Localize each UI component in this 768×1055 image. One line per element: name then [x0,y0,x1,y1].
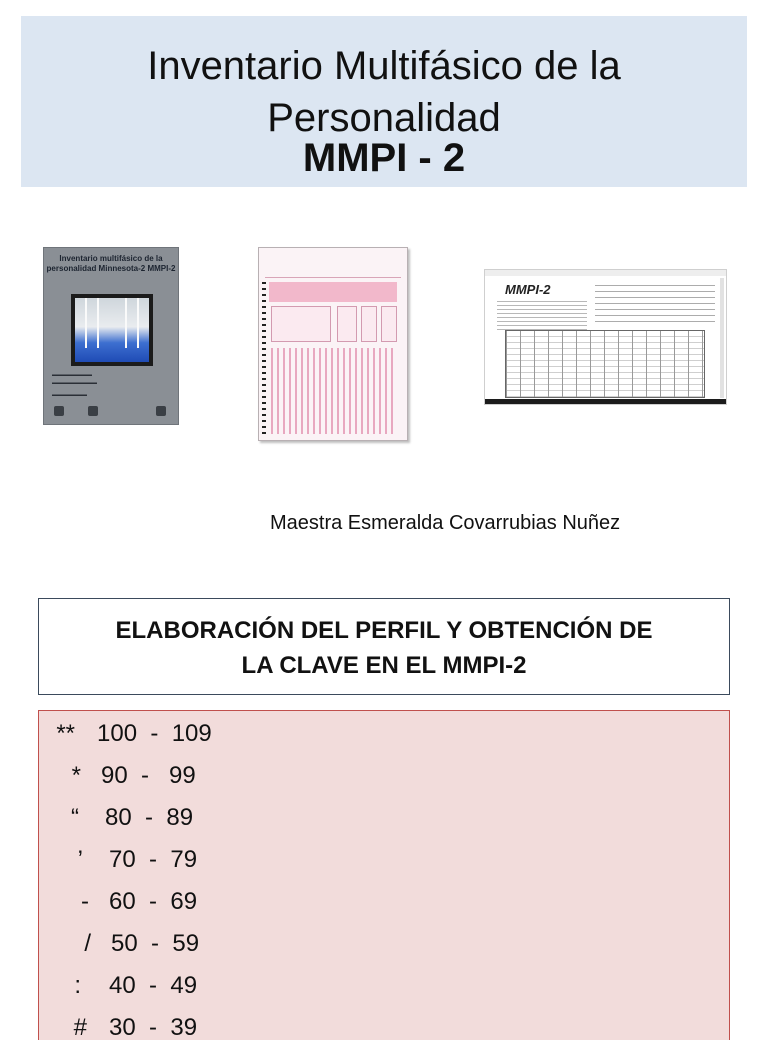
answer-sheet-image [258,247,408,441]
book-cover-image: Inventario multifásico de la personalidad Minnesota-2 MMPI-2 ▬▬▬▬▬▬▬▬ ▬▬▬▬▬▬▬▬▬ ▬▬▬▬▬▬▬ [43,247,179,425]
code-range: 60 - 69 [109,888,198,915]
code-symbol: : [74,972,81,999]
code-table-box [38,710,730,1040]
code-range: 100 - 109 [97,720,212,747]
code-range: 90 - 99 [101,762,196,789]
book-cover-title: Inventario multifásico de la personalidad Minnesota-2 MMPI-2 [46,254,176,273]
title-line-2: Personalidad [267,96,501,140]
title-mmpi: MMPI - 2 [302,136,466,180]
section-heading-line-2: LA CLAVE EN EL MMPI-2 [241,652,527,679]
title-line-1: Inventario Multifásico de la [147,44,621,88]
author-name: Maestra Esmeralda Covarrubias Nuñez [270,512,621,534]
code-range: 80 - 89 [105,804,194,831]
code-range: 70 - 79 [109,846,198,873]
profile-sheet-image [484,269,727,405]
code-symbol: # [73,1014,87,1041]
code-range: 30 - 39 [109,1014,198,1041]
section-heading-line-1: ELABORACIÓN DEL PERFIL Y OBTENCIÓN DE [115,617,653,644]
code-symbol: - [81,888,89,915]
section-heading-box [38,598,730,695]
profile-sheet-logo: MMPI-2 [505,282,551,297]
code-symbol: ** [56,720,75,747]
code-symbol: * [71,762,81,789]
code-range: 40 - 49 [109,972,198,999]
code-symbol: / [84,930,91,957]
book-cover-illustration [71,294,153,366]
title-banner [21,16,747,187]
code-symbol: “ [71,804,79,831]
code-symbol: ’ [77,846,83,873]
code-range: 50 - 59 [111,930,200,957]
